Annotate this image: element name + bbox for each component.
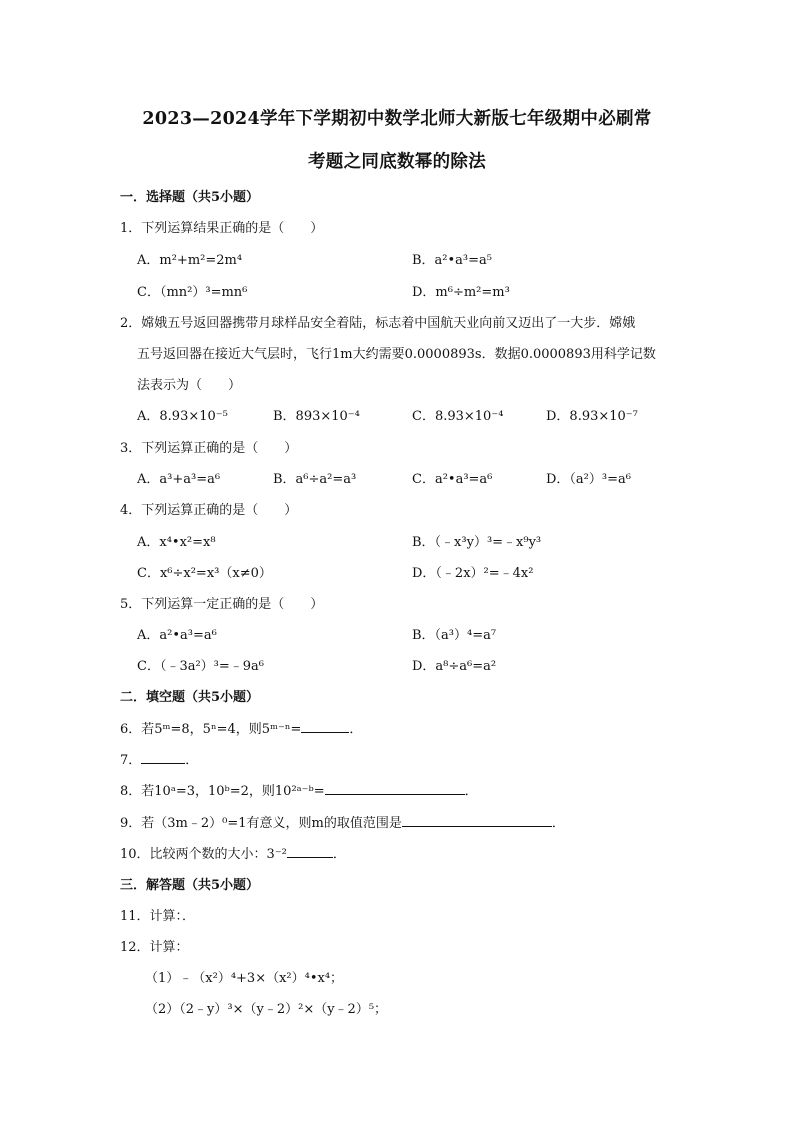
question-6 <box>120 718 362 737</box>
question-8-end: ． <box>464 784 478 799</box>
question-10-answer-blank[interactable] <box>287 845 333 858</box>
question-1-option-b: B．a²•a³=a⁵ <box>412 253 492 268</box>
section-heading-fill: 二．填空题（共5小题） <box>120 690 260 705</box>
question-5-stem: 5．下列运算一定正确的是（ ） <box>120 597 324 612</box>
question-4-option-c: C．x⁶÷x²=x³（x≠0） <box>137 566 272 581</box>
question-5-option-c: C．（﹣3a²）³=﹣9a⁶ <box>137 659 265 674</box>
question-11: 11．计算：． <box>120 909 196 924</box>
question-2-option-c: C．8.93×10⁻⁴ <box>412 409 504 424</box>
question-10-text: 10．比较两个数的大小：3⁻² <box>120 847 287 862</box>
question-3-option-b: B．a⁶÷a²=a³ <box>273 472 357 487</box>
question-4-option-d: D．（﹣2x）²=﹣4x² <box>412 566 534 581</box>
question-2-option-d: D．8.93×10⁻⁷ <box>546 409 638 424</box>
question-9-end: ． <box>551 816 565 831</box>
section-heading-solve: 三．解答题（共5小题） <box>120 878 260 893</box>
question-5-option-b: B．（a³）⁴=a⁷ <box>412 628 497 643</box>
question-12-stem: 12．计算： <box>120 940 189 955</box>
question-10-end: ． <box>332 847 346 862</box>
question-9 <box>120 812 565 831</box>
question-3-option-a: A．a³+a³=a⁶ <box>137 472 221 487</box>
section-heading-choice: 一．选择题（共5小题） <box>120 190 260 205</box>
question-7-answer-blank[interactable] <box>141 751 185 764</box>
question-5-option-a: A．a²•a³=a⁶ <box>137 628 217 643</box>
question-5-option-d: D．a⁸÷a⁶=a² <box>412 659 497 674</box>
question-9-answer-blank[interactable] <box>402 814 552 827</box>
question-8 <box>120 780 478 799</box>
question-4-stem: 4．下列运算正确的是（ ） <box>120 503 298 518</box>
question-8-text: 8．若10ᵃ=3，10ᵇ=2，则10²ᵃ⁻ᵇ= <box>120 784 325 799</box>
question-4-option-b: B．（﹣x³y）³=﹣x⁹y³ <box>412 535 542 550</box>
question-2-stem-line-1: 2．嫦娥五号返回器携带月球样品安全着陆，标志着中国航天业向前又迈出了一大步．嫦娥 <box>120 316 636 331</box>
question-1-stem: 1．下列运算结果正确的是（ ） <box>120 221 324 236</box>
question-1-option-c: C．（mn²）³=mn⁶ <box>137 285 248 300</box>
question-2-stem-line-2: 五号返回器在接近大气层时，飞行1m大约需要0.0000893s．数据0.0000893用科学记数 <box>137 347 656 362</box>
question-8-answer-blank[interactable] <box>325 782 465 795</box>
question-7 <box>120 749 198 768</box>
question-9-text: 9．若（3m﹣2）⁰=1有意义，则m的取值范围是 <box>120 816 402 831</box>
question-1-option-a: A．m²+m²=2m⁴ <box>137 253 243 268</box>
question-2-option-a: A．8.93×10⁻⁵ <box>137 409 228 424</box>
question-3-option-d: D．（a²）³=a⁶ <box>546 472 631 487</box>
question-2-stem-line-3: 法表示为（ ） <box>137 378 242 393</box>
question-7-end: ． <box>185 753 199 768</box>
question-3-stem: 3．下列运算正确的是（ ） <box>120 441 298 456</box>
question-7-text: 7． <box>120 753 142 768</box>
question-4-option-a: A．x⁴•x²=x⁸ <box>137 535 216 550</box>
document-title-line-2: 考题之同底数幂的除法 <box>308 152 486 172</box>
question-12-part-2: （2）（2﹣y）³×（y﹣2）²×（y﹣2）⁵； <box>145 1002 388 1017</box>
document-title-line-1: 2023—2024学年下学期初中数学北师大新版七年级期中必刷常 <box>142 109 652 129</box>
question-1-option-d: D．m⁶÷m²=m³ <box>412 285 510 300</box>
question-3-option-c: C．a²•a³=a⁶ <box>412 472 493 487</box>
question-10 <box>120 843 346 862</box>
question-2-option-b: B．893×10⁻⁴ <box>273 409 360 424</box>
question-6-end: ． <box>349 722 363 737</box>
question-12-part-1: （1）﹣（x²）⁴+3×（x²）⁴•x⁴； <box>145 971 344 986</box>
question-6-text: 6．若5ᵐ=8，5ⁿ=4，则5ᵐ⁻ⁿ= <box>120 722 302 737</box>
question-6-answer-blank[interactable] <box>301 720 349 733</box>
